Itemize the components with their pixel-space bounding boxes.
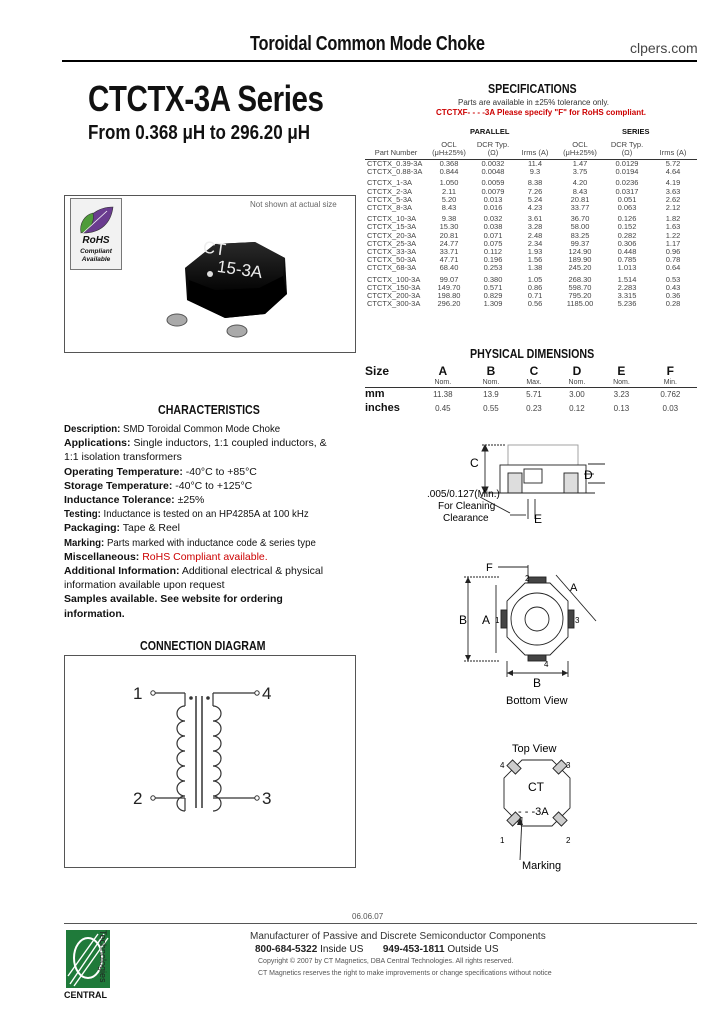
col-ocl-parallel: OCL (μH±25%)	[427, 141, 471, 160]
dim-sub-b: Nom.	[469, 378, 514, 387]
spec-cell: 0.0129	[615, 159, 639, 168]
spec-cell: 0.112	[483, 247, 503, 257]
in-b: 0.55	[483, 403, 499, 413]
in-d: 0.12	[569, 403, 585, 413]
header-website[interactable]: clpers.com	[630, 40, 698, 56]
phone-outside[interactable]: 949-453-1811	[382, 944, 445, 955]
footer-tagline: Manufacturer of Passive and Discrete Semiconductor Components	[250, 931, 546, 942]
footer-phones	[255, 944, 499, 955]
spec-cell: 0.282	[617, 230, 637, 240]
leaf-icon	[71, 201, 121, 237]
spec-cell: 1.56	[527, 255, 543, 265]
spec-cell: 0.306	[617, 238, 637, 248]
spec-cell: 0.0317	[615, 186, 639, 196]
phys-row-mm	[365, 387, 697, 401]
rohs-note: CTCTXF- - - -3A Please specify "F" for RoHS compliant.	[436, 108, 646, 117]
in-f: 0.03	[662, 403, 679, 413]
rohs-sub2: Available	[81, 256, 111, 263]
spec-cell: 189.90	[568, 255, 592, 265]
char-marking: Marking: Parts marked with inductance code & series type	[64, 536, 316, 549]
spec-cell: 0.0236	[615, 178, 639, 188]
phys-row-inches	[365, 401, 697, 415]
dim-label-a-vert: A	[482, 613, 491, 627]
spec-part-number: CTCTX_5-3A	[367, 194, 413, 204]
spec-cell: 1.309	[483, 299, 503, 309]
dim-col-f: F	[666, 364, 675, 378]
dim-label-b-horiz: B	[533, 676, 542, 690]
spec-cell: 8.43	[572, 186, 588, 196]
char-testing: Testing: Inductance is tested on an HP4285A at 100 kHz	[64, 508, 309, 521]
rohs-sub1: Compliant	[80, 248, 112, 255]
spec-part-number: CTCTX_15-3A	[367, 222, 417, 232]
spec-cell: 58.00	[570, 222, 590, 232]
pin-label-2: 2	[133, 789, 143, 808]
bottom-pin-4: 4	[544, 660, 549, 669]
spec-cell: 24.77	[439, 238, 459, 248]
spec-cell: 2.34	[527, 238, 543, 248]
spec-cell: 1.82	[665, 214, 681, 224]
spec-cell: 7.26	[527, 186, 543, 196]
spec-cell: 0.0032	[481, 159, 505, 168]
spec-cell: 2.62	[665, 194, 681, 204]
spec-cell: 0.075	[483, 238, 503, 248]
col-dcr-parallel: DCR Typ. (Ω)	[471, 141, 515, 160]
spec-cell: 0.96	[665, 247, 681, 257]
spec-cell: 3.28	[527, 222, 543, 232]
spec-part-number: CTCTX_33-3A	[367, 247, 417, 257]
pin-label-1: 1	[133, 684, 143, 703]
dim-sub-a: Nom.	[417, 378, 469, 387]
top-view-label: Top View	[512, 743, 557, 755]
connection-diagram-title: CONNECTION DIAGRAM	[140, 638, 266, 653]
spec-cell: 149.70	[437, 282, 461, 292]
spec-cell: 245.20	[568, 263, 592, 273]
char-op-temp: Operating Temperature: -40°C to +85°C	[64, 465, 257, 478]
spec-cell: 0.013	[483, 194, 503, 204]
spec-cell: 3.315	[617, 291, 637, 301]
spec-part-number: CTCTX_10-3A	[367, 214, 417, 224]
spec-cell: 0.86	[527, 282, 543, 292]
top-marking-ct: CT	[528, 780, 544, 794]
char-tolerance: Inductance Tolerance: ±25%	[64, 494, 205, 507]
spec-cell: 36.70	[570, 214, 590, 224]
char-packaging: Packaging: Tape & Reel	[64, 522, 180, 535]
spec-cell: 2.11	[441, 186, 457, 196]
spec-cell: 0.071	[483, 230, 503, 240]
dim-label-c: C	[470, 456, 479, 470]
top-marking-code: - - -3A	[518, 806, 549, 818]
parallel-label: PARALLEL	[470, 127, 510, 136]
inductance-range: From 0.368 μH to 296.20 μH	[88, 122, 311, 144]
logo-central-text: CENTRAL	[64, 990, 107, 1000]
phys-header-row	[365, 364, 697, 378]
char-applications: Applications: Single inductors, 1:1 coupled inductors, & 1:1 isolation transformers	[64, 437, 327, 464]
spec-cell: 0.844	[439, 167, 459, 177]
dim-sub-c: Max.	[513, 378, 554, 387]
col-ocl-series: OCL (μH±25%)	[555, 141, 605, 160]
spec-cell: 0.126	[617, 214, 637, 224]
unit-inches: inches	[365, 402, 400, 414]
spec-cell: 198.80	[437, 291, 461, 301]
spec-cell: 0.0048	[481, 167, 505, 177]
spec-cell: 0.53	[665, 274, 681, 284]
spec-cell: 0.785	[617, 255, 637, 265]
spec-cell: 0.448	[617, 247, 637, 257]
dim-col-b: B	[486, 364, 496, 378]
spec-part-number: CTCTX_2-3A	[367, 186, 413, 196]
characteristics-list	[64, 422, 334, 621]
spec-cell: 1.63	[665, 222, 681, 232]
col-irms-parallel: Irms (A)	[515, 141, 555, 160]
spec-cell: 0.196	[483, 255, 503, 265]
spec-cell: 0.063	[617, 203, 637, 213]
transformer-schematic	[65, 656, 355, 867]
spec-cell: 1.050	[439, 178, 459, 188]
spec-cell: 0.36	[665, 291, 681, 301]
spec-cell: 11.4	[527, 159, 543, 168]
dim-col-a: A	[438, 364, 448, 378]
dim-col-e: E	[617, 364, 626, 378]
spec-cell: 3.61	[527, 214, 543, 224]
char-misc: Miscellaneous: RoHS Compliant available.	[64, 550, 268, 563]
series-title: CTCTX-3A Series	[88, 78, 324, 119]
spec-cell: 4.20	[572, 178, 588, 188]
in-c: 0.23	[526, 403, 542, 413]
clearance-text-1: .005/0.127(Min.)	[427, 489, 500, 500]
unit-mm: mm	[365, 388, 385, 401]
spec-cell: 47.71	[439, 255, 459, 265]
phone-inside[interactable]: 800-684-5322	[255, 944, 318, 955]
spec-row	[365, 264, 697, 272]
physical-dimensions-title: PHYSICAL DIMENSIONS	[470, 346, 595, 361]
dim-col-d: D	[572, 364, 582, 378]
char-samples: Samples available. See website for ordering information.	[64, 593, 283, 620]
spec-cell: 2.48	[527, 230, 543, 240]
spec-cell: 99.37	[570, 238, 590, 248]
spec-cell: 598.70	[568, 282, 592, 292]
bottom-view-label: Bottom View	[506, 695, 568, 707]
spec-cell: 4.23	[527, 203, 543, 213]
spec-cell: 0.016	[483, 203, 503, 213]
clearance-text-2: For Cleaning	[438, 501, 496, 512]
spec-cell: 4.64	[665, 167, 681, 177]
spec-cell: 0.032	[483, 214, 503, 224]
spec-cell: 0.78	[665, 255, 681, 265]
spec-cell: 8.38	[527, 178, 543, 188]
spec-cell: 1.47	[572, 159, 588, 168]
spec-cell: 33.71	[439, 247, 459, 257]
mm-e: 3.23	[613, 389, 630, 399]
spec-part-number: CTCTX_200-3A	[367, 291, 421, 301]
spec-cell: 4.19	[665, 178, 681, 188]
photo-marking-code: 15-3A	[215, 256, 264, 283]
in-e: 0.13	[613, 403, 630, 413]
char-storage: Storage Temperature: -40°C to +125°C	[64, 479, 253, 492]
top-pin-2: 2	[566, 836, 571, 845]
spec-part-number: CTCTX_1-3A	[367, 178, 413, 188]
spec-cell: 795.20	[568, 291, 592, 301]
spec-cell: 1.013	[617, 263, 637, 273]
bottom-pin-3: 3	[575, 616, 580, 625]
connection-diagram-box	[64, 655, 356, 868]
dim-label-f: F	[486, 562, 493, 574]
spec-cell: 0.71	[527, 291, 543, 301]
header-divider	[62, 60, 697, 62]
spec-cell: 99.07	[439, 274, 459, 284]
phone-inside-label: Inside US	[320, 944, 364, 955]
spec-header-row	[365, 141, 697, 160]
spec-cell: 8.43	[441, 203, 457, 213]
spec-cell: 0.152	[617, 222, 637, 232]
spec-cell: 83.25	[570, 230, 590, 240]
spec-cell: 0.56	[527, 299, 543, 309]
mechanical-drawings	[360, 425, 700, 895]
spec-part-number: CTCTX_300-3A	[367, 299, 421, 309]
spec-cell: 5.72	[665, 159, 681, 168]
footer-disclaimer: CT Magnetics reserves the right to make improvements or change specifications without notice	[258, 970, 552, 977]
spec-cell: 124.90	[568, 247, 592, 257]
phys-sub-row	[365, 378, 697, 387]
dim-sub-f: Min.	[644, 378, 697, 387]
pin-label-3: 3	[262, 789, 272, 808]
photo-caption: Not shown at actual size	[250, 200, 337, 209]
spec-cell: 5.24	[527, 194, 543, 204]
spec-cell: 1185.00	[566, 299, 594, 309]
spec-part-number: CTCTX_50-3A	[367, 255, 417, 265]
col-irms-series: Irms (A)	[649, 141, 697, 160]
characteristics-title: CHARACTERISTICS	[158, 402, 260, 417]
spec-cell: 5.20	[441, 194, 457, 204]
dim-label-a-diag: A	[570, 582, 578, 594]
spec-cell: 1.93	[527, 247, 543, 257]
top-pin-1: 1	[500, 836, 505, 845]
spec-row	[365, 204, 697, 212]
col-part: Part Number	[365, 141, 427, 160]
photo-marking-ct: CT	[201, 237, 227, 260]
mm-c: 5.71	[526, 389, 542, 399]
spec-cell: 0.0194	[615, 167, 639, 177]
spec-cell: 0.380	[483, 274, 503, 284]
rohs-subtitle	[71, 248, 121, 264]
spec-cell: 2.283	[617, 282, 637, 292]
revision-date: 06.06.07	[352, 912, 384, 921]
spec-cell: 0.0059	[481, 178, 505, 188]
spec-cell: 33.77	[570, 203, 590, 213]
series-label: SERIES	[622, 127, 650, 136]
central-logo	[64, 928, 126, 990]
marking-label: Marking	[522, 860, 562, 872]
bottom-pin-2: 2	[525, 574, 530, 583]
footer-divider	[64, 923, 697, 924]
spec-part-number: CTCTX_0.88-3A	[367, 167, 423, 177]
top-pin-3: 3	[566, 761, 571, 770]
mm-f: 0.762	[660, 389, 681, 399]
spec-part-number: CTCTX_68-3A	[367, 263, 417, 273]
spec-cell: 296.20	[437, 299, 461, 309]
dim-label-b-vert: B	[459, 613, 468, 627]
spec-part-number: CTCTX_20-3A	[367, 230, 417, 240]
header-title: Toroidal Common Mode Choke	[250, 33, 485, 55]
in-a: 0.45	[435, 403, 451, 413]
spec-part-number: CTCTX_8-3A	[367, 203, 413, 213]
spec-part-number: CTCTX_25-3A	[367, 238, 417, 248]
top-pin-4: 4	[500, 761, 505, 770]
dim-label-d: D	[584, 468, 593, 482]
spec-cell: 0.051	[617, 194, 637, 204]
spec-cell: 1.22	[665, 230, 681, 240]
spec-cell: 3.63	[665, 186, 681, 196]
spec-row	[365, 300, 697, 308]
spec-cell: 0.038	[483, 222, 503, 232]
rohs-badge	[70, 198, 122, 270]
mm-b: 13.9	[483, 389, 499, 399]
spec-cell: 0.253	[483, 263, 503, 273]
spec-cell: 68.40	[439, 263, 459, 273]
spec-cell: 0.829	[483, 291, 503, 301]
spec-cell: 1.514	[617, 274, 637, 284]
spec-part-number: CTCTX_150-3A	[367, 282, 421, 292]
col-dcr-series: DCR Typ. (Ω)	[605, 141, 649, 160]
size-label: Size	[365, 364, 390, 378]
mm-d: 3.00	[569, 389, 585, 399]
spec-cell: 20.81	[439, 230, 459, 240]
spec-cell: 5.236	[617, 299, 637, 309]
spec-cell: 3.75	[572, 167, 588, 177]
spec-cell: 0.368	[439, 159, 459, 168]
spec-part-number: CTCTX_100-3A	[367, 274, 421, 284]
spec-cell: 1.17	[665, 238, 681, 248]
spec-cell: 9.3	[529, 167, 541, 177]
rohs-title: RoHS	[82, 235, 110, 246]
spec-cell: 2.12	[665, 203, 681, 213]
char-description: Description: SMD Toroidal Common Mode Choke	[64, 423, 281, 435]
footer-copyright: Copyright © 2007 by CT Magnetics, DBA Central Technologies. All rights reserved.	[258, 958, 514, 965]
spec-cell: 9.38	[441, 214, 457, 224]
clearance-text-3: Clearance	[443, 513, 489, 524]
spec-cell: 15.30	[439, 222, 459, 232]
dim-label-e: E	[534, 512, 543, 526]
spec-cell: 0.64	[665, 263, 681, 273]
spec-cell: 0.28	[665, 299, 681, 309]
tolerance-note: Parts are available in ±25% tolerance only.	[458, 98, 609, 107]
spec-row	[365, 168, 697, 176]
mm-a: 11.38	[433, 389, 453, 399]
bottom-pin-1: 1	[495, 616, 500, 625]
dim-sub-d: Nom.	[555, 378, 600, 387]
spec-body	[365, 160, 697, 309]
spec-cell: 1.38	[527, 263, 543, 273]
specifications-table	[365, 141, 697, 308]
pin-label-4: 4	[262, 684, 272, 703]
spec-cell: 268.30	[568, 274, 592, 284]
physical-dimensions-table	[365, 364, 697, 415]
spec-part-number: CTCTX_0.39-3A	[367, 159, 423, 168]
dim-sub-e: Nom.	[599, 378, 644, 387]
specifications-title: SPECIFICATIONS	[488, 81, 577, 96]
spec-cell: 1.05	[527, 274, 543, 284]
dim-col-c: C	[529, 364, 539, 378]
char-additional: Additional Information: Additional electrical & physical information available upon request	[64, 565, 324, 592]
logo-technologies: Technologies	[98, 930, 108, 983]
logo-icon	[64, 928, 126, 990]
phone-outside-label: Outside US	[447, 944, 499, 955]
spec-cell: 0.571	[483, 282, 503, 292]
spec-cell: 0.43	[665, 282, 681, 292]
spec-cell: 0.0079	[481, 186, 505, 196]
spec-cell: 20.81	[570, 194, 590, 204]
